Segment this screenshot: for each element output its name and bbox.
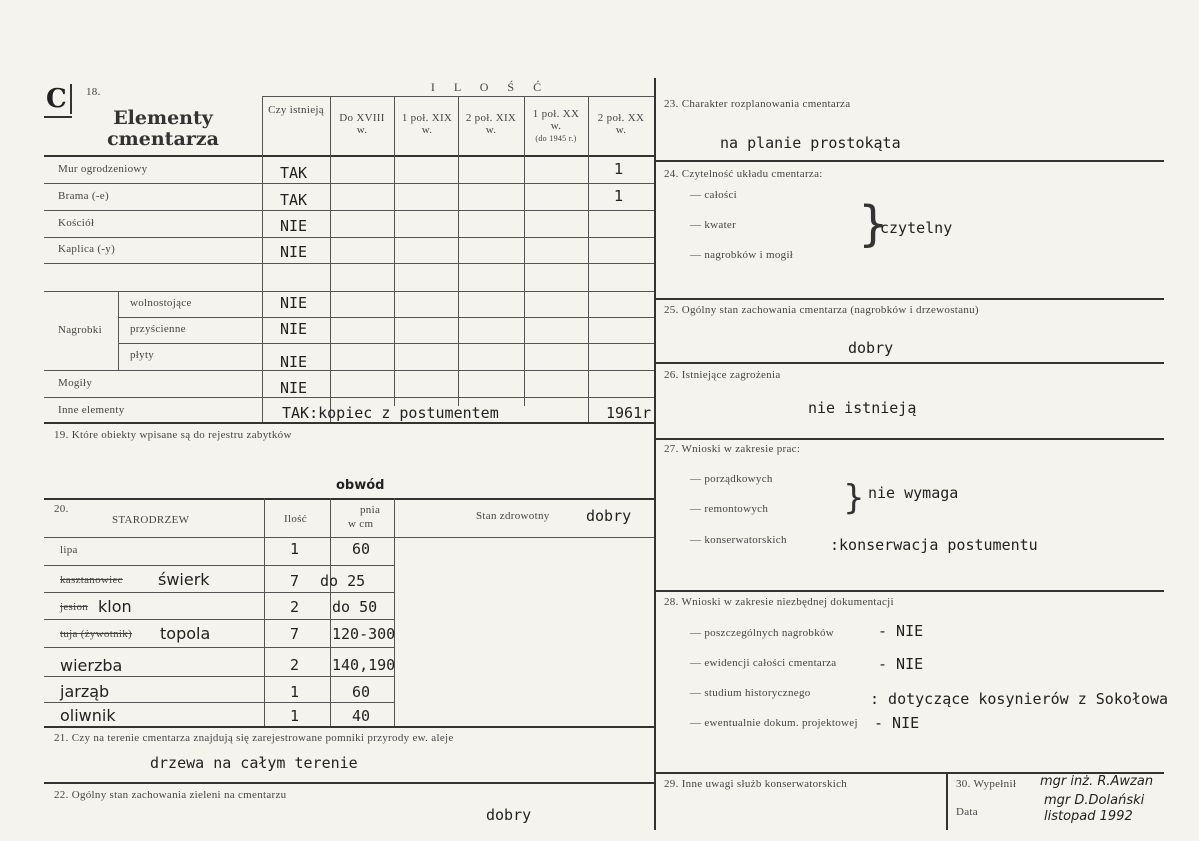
tree-trunk-4[interactable]: 120-300 [332,625,396,643]
tree-trunk-6[interactable]: 60 [352,683,371,701]
field-number-18: 18. [86,86,101,98]
q28-item-3-value[interactable]: : dotyczące kosynierów z Sokołowa [870,690,1169,708]
tree-printed-3: jesion [60,601,89,613]
tree-name-2[interactable]: świerk [158,570,210,589]
tree-count-7[interactable]: 1 [290,707,300,725]
q27-item-3: — konserwatorskich [690,534,787,546]
q24-item-1: — całości [690,189,737,201]
q28-item-4-label: — ewentualnie dokum. projektowej [690,717,858,729]
mogily-label: Mogiły [58,377,93,389]
tree-count-6[interactable]: 1 [290,683,300,701]
q28-item-2-value[interactable]: - NIE [878,655,924,673]
nagrobki-wolnostojace-value[interactable]: NIE [280,294,308,312]
q30-name-2[interactable]: mgr D.Dolański [1044,793,1145,808]
mogily-value[interactable]: NIE [280,379,308,397]
q20-title: STARODRZEW [112,514,190,526]
inne-label: Inne elementy [58,404,125,416]
nagrobki-przyscienne-value[interactable]: NIE [280,320,308,338]
col-exists-header: Czy istnieją [268,104,324,116]
q30-date[interactable]: listopad 1992 [1044,809,1133,824]
q27-label: 27. Wnioski w zakresie prac: [664,443,801,455]
period-4: 1 poł. XX w. [532,108,580,132]
tree-count-1[interactable]: 1 [290,540,300,558]
period-1: Do XVIII w. [339,112,385,136]
tree-trunk-3[interactable]: do 50 [332,598,378,616]
tree-printed-1: lipa [60,544,78,556]
tree-trunk-7[interactable]: 40 [352,707,371,725]
period-3: 2 poł. XIX w. [465,112,517,136]
tree-count-2[interactable]: 7 [290,572,300,590]
nagrobki-plyty-value[interactable]: NIE [280,353,308,371]
title-line-1: Elementy [113,107,213,129]
q27-item-2: — remontowych [690,503,769,515]
section-letter: C [46,84,67,114]
q24-value[interactable]: czytelny [880,219,953,237]
tree-trunk-1[interactable]: 60 [352,540,371,558]
tree-name-7[interactable]: oliwnik [60,706,116,725]
q25-value[interactable]: dobry [848,339,894,357]
tree-name-6[interactable]: jarząb [60,682,110,701]
row-label-brama: Brama (-e) [58,190,109,202]
tree-name-4[interactable]: topola [160,624,211,643]
nagrobki-label: Nagrobki [58,324,102,336]
row-value-brama[interactable]: TAK [280,191,308,209]
row-count-brama[interactable]: 1 [614,187,624,205]
nagrobki-plyty-label: płyty [130,349,155,361]
col-count-header: Ilość [284,513,307,525]
q28-item-1-value[interactable]: - NIE [878,622,924,640]
row-value-mur[interactable]: TAK [280,164,308,182]
q28-item-3-label: — studium historycznego [690,687,811,699]
q25-label: 25. Ogólny stan zachowania cmentarza (nagrobków i drzewostanu) [664,304,979,316]
row-count-mur[interactable]: 1 [614,160,624,178]
col-trunk-unit: w cm [348,518,374,530]
nagrobki-przyscienne-label: przyścienne [130,323,186,335]
q29-label: 29. Inne uwagi służb konserwatorskich [664,778,848,790]
health-value[interactable]: dobry [586,507,632,525]
q26-value[interactable]: nie istnieją [808,399,917,417]
tree-printed-2: kasztanowiec [60,574,123,586]
row-label-kaplica: Kaplica (-y) [58,243,116,255]
tree-trunk-5[interactable]: 140,190 [332,656,396,674]
title-line-2: cmentarza [107,128,219,150]
q21-label: 21. Czy na terenie cmentarza znajdują się zarejestrowane pomniki przyrody ew. aleje [54,732,454,744]
q27-item-1: — porządkowych [690,473,773,485]
q30-date-label: Data [956,806,978,818]
tree-name-3[interactable]: klon [98,597,132,616]
row-value-kosciol[interactable]: NIE [280,217,308,235]
tree-count-5[interactable]: 2 [290,656,300,674]
q24-item-2: — kwater [690,219,737,231]
period-2: 1 poł. XIX w. [401,112,453,136]
tree-printed-4: tuja (żywotnik) [60,628,133,640]
row-label-mur: Mur ogrodzeniowy [58,163,148,175]
q28-item-2-label: — ewidencji całości cmentarza [690,657,837,669]
period-4-note: (do 1945 r.) [535,134,577,143]
inne-year[interactable]: 1961r [606,404,652,422]
row-value-kaplica[interactable]: NIE [280,243,308,261]
q27-brace: } [843,478,865,518]
q26-label: 26. Istniejące zagrożenia [664,369,781,381]
q28-item-4-value[interactable]: - NIE [874,714,920,732]
q24-brace: } [858,196,889,252]
q28-label: 28. Wnioski w zakresie niezbędnej dokumentacji [664,596,894,608]
q22-value[interactable]: dobry [486,806,532,824]
table-title [88,108,238,150]
inne-value[interactable]: TAK:kopiec z postumentem [282,404,499,422]
obwod-note: obwód [336,478,385,493]
q30-label: 30. Wypełnił [956,778,1017,790]
q28-item-1-label: — poszczególnych nagrobków [690,627,835,639]
tree-count-3[interactable]: 2 [290,598,300,616]
q23-value[interactable]: na planie prostokąta [720,134,901,152]
col-trunk-header: pnia [360,504,381,516]
ilosc-header: I L O Ś Ć [430,80,550,94]
row-label-kosciol: Kościół [58,217,95,229]
q21-value[interactable]: drzewa na całym terenie [150,754,358,772]
q20-number: 20. [54,503,69,515]
q22-label: 22. Ogólny stan zachowania zieleni na cmentarzu [54,789,287,801]
q27-value[interactable]: nie wymaga [868,484,959,502]
q23-label: 23. Charakter rozplanowania cmentarza [664,98,851,110]
q24-label: 24. Czytelność układu cmentarza: [664,168,823,180]
q30-name-1[interactable]: mgr inż. R.Awzan [1040,774,1154,789]
nagrobki-wolnostojace-label: wolnostojące [130,297,192,309]
tree-name-5[interactable]: wierzba [60,656,123,675]
tree-count-4[interactable]: 7 [290,625,300,643]
col-health-header: Stan zdrowotny [476,510,550,522]
tree-trunk-2[interactable]: do 25 [320,572,366,590]
period-5: 2 poł. XX w. [597,112,645,136]
q24-item-3: — nagrobków i mogił [690,249,794,261]
q27-value-2[interactable]: :konserwacja postumentu [830,536,1038,554]
q19-label: 19. Które obiekty wpisane są do rejestru zabytków [54,429,292,441]
